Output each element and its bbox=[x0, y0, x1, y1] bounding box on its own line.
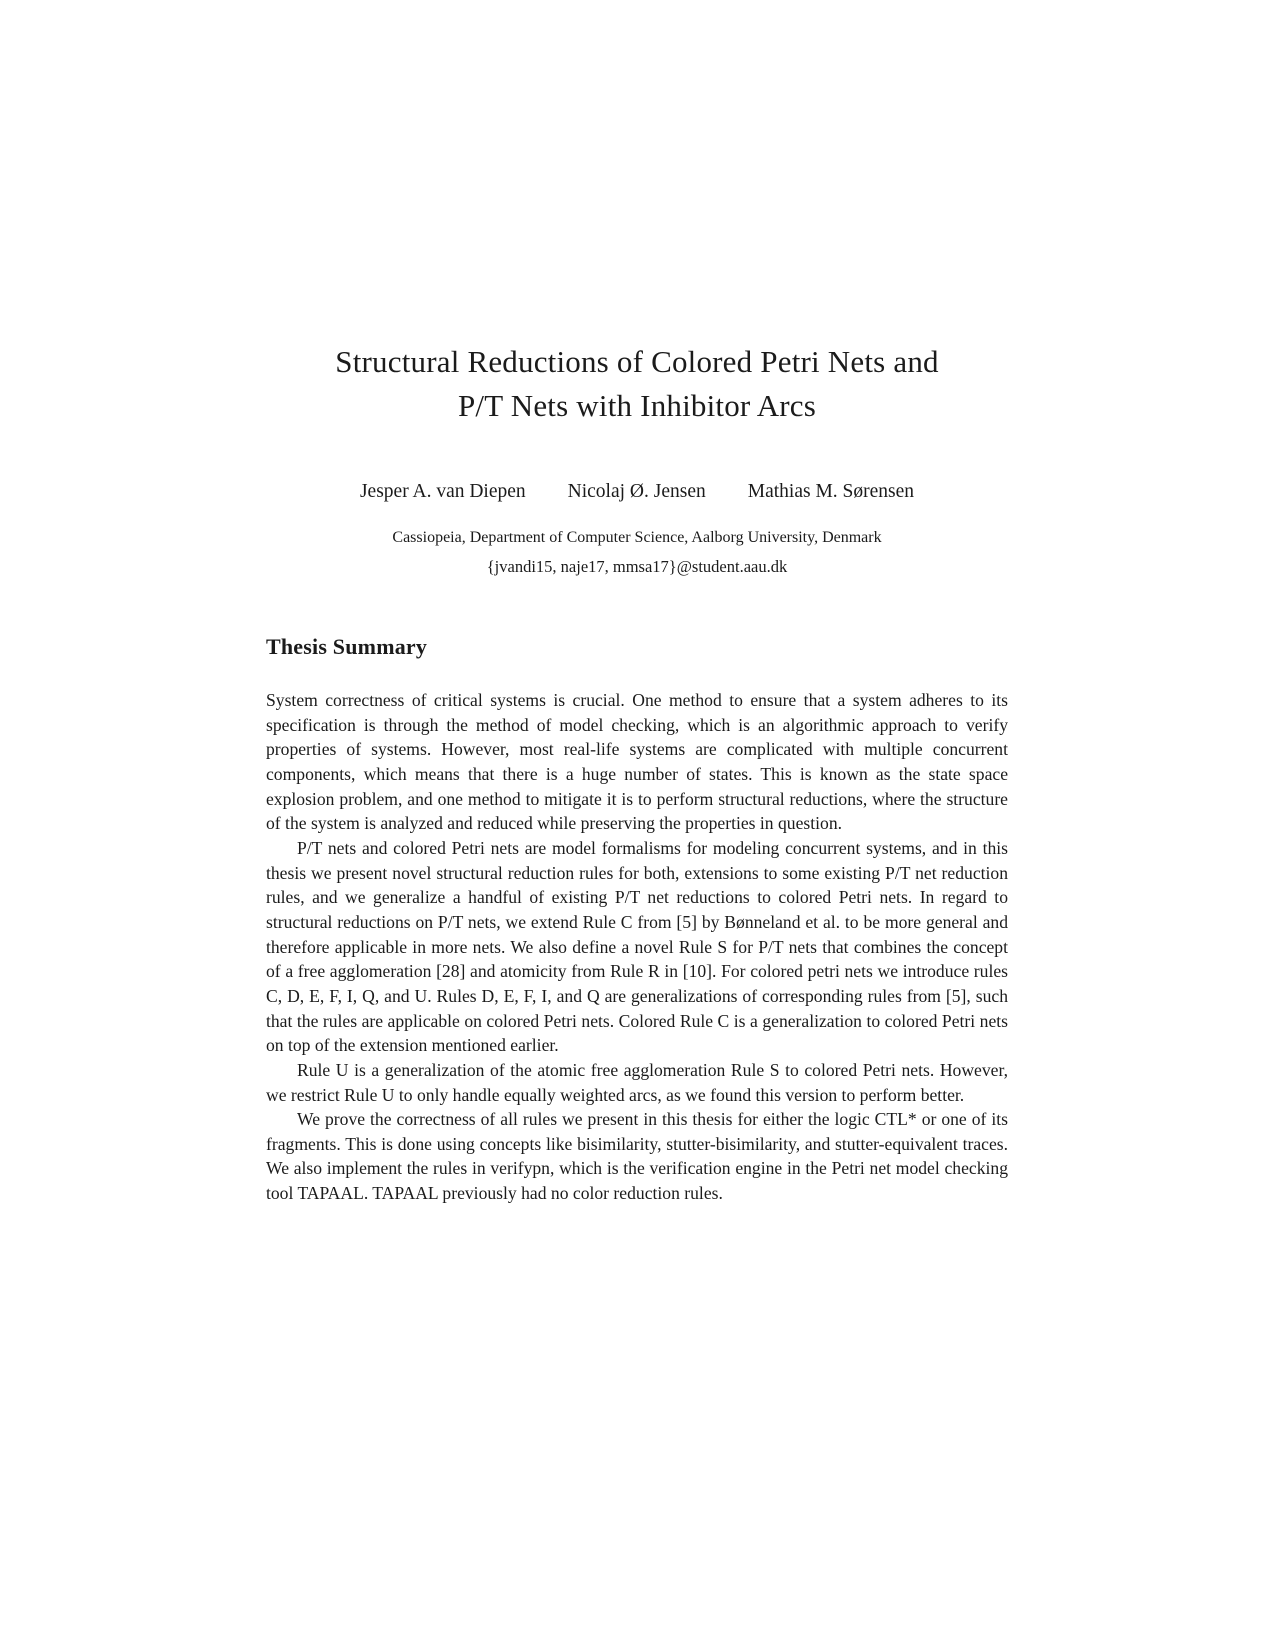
email-line: {jvandi15, naje17, mmsa17}@student.aau.dk bbox=[486, 557, 788, 576]
paper-content-column bbox=[266, 0, 1008, 1206]
affiliation-line: Cassiopeia, Department of Computer Science, Aalborg University, Denmark bbox=[392, 529, 882, 546]
summary-paragraph: Rule U is a generalization of the atomic free agglomeration Rule S to colored Petri nets. However, we restrict Rule U to only handle equally weighted arcs, as we found this version to perform better. bbox=[266, 1059, 1008, 1105]
summary-paragraph: System correctness of critical systems is crucial. One method to ensure that a system adheres to its specification is through the method of model checking, which is an algorithmic approach to verify properties of systems. However, most real-life systems are complicated with multiple concurrent components, which means that there is a huge number of states. This is known as the state space explosion problem, and one method to mitigate it is to perform structural reductions, where the structure of the system is analyzed and reduced while preserving the properties in question. bbox=[266, 690, 1008, 834]
section-heading-thesis-summary: Thesis Summary bbox=[266, 634, 428, 659]
author-name: Nicolaj Ø. Jensen bbox=[567, 481, 706, 502]
paper-title-line-1: Structural Reductions of Colored Petri Nets and bbox=[335, 344, 939, 379]
paper-title bbox=[266, 340, 1008, 428]
authors-line bbox=[266, 480, 1008, 504]
thesis-summary-body bbox=[266, 688, 1008, 1206]
author-name: Jesper A. van Diepen bbox=[359, 481, 526, 502]
paper-title-line-2: P/T Nets with Inhibitor Arcs bbox=[457, 388, 817, 423]
author-name: Mathias M. Sørensen bbox=[747, 481, 915, 502]
summary-paragraph: P/T nets and colored Petri nets are model formalisms for modeling concurrent systems, and in this thesis we present novel structural reduction rules for both, extensions to some existing P/T net reduction rules, and we generalize a handful of existing P/T net reductions to colored Petri nets. In regard to structural reductions on P/T nets, we extend Rule C from [5] by Bønneland et al. to be more general and therefore applicable in more nets. We also define a novel Rule S for P/T nets that combines the concept of a free agglomeration [28] and atomicity from Rule R in [10]. For colored petri nets we introduce rules C, D, E, F, I, Q, and U. Rules D, E, F, I, and Q are generalizations of corresponding rules from [5], such that the rules are applicable on colored Petri nets. Colored Rule C is a generalization to colored Petri nets on top of the extension mentioned earlier. bbox=[266, 837, 1008, 1056]
summary-paragraph: We prove the correctness of all rules we present in this thesis for either the logic CTL* or one of its fragments. This is done using concepts like bisimilarity, stutter-bisimilarity, and stutter-equivalent traces. We also implement the rules in verifypn, which is the verification engine in the Petri net model checking tool TAPAAL. TAPAAL previously had no color reduction rules. bbox=[266, 1109, 1008, 1204]
